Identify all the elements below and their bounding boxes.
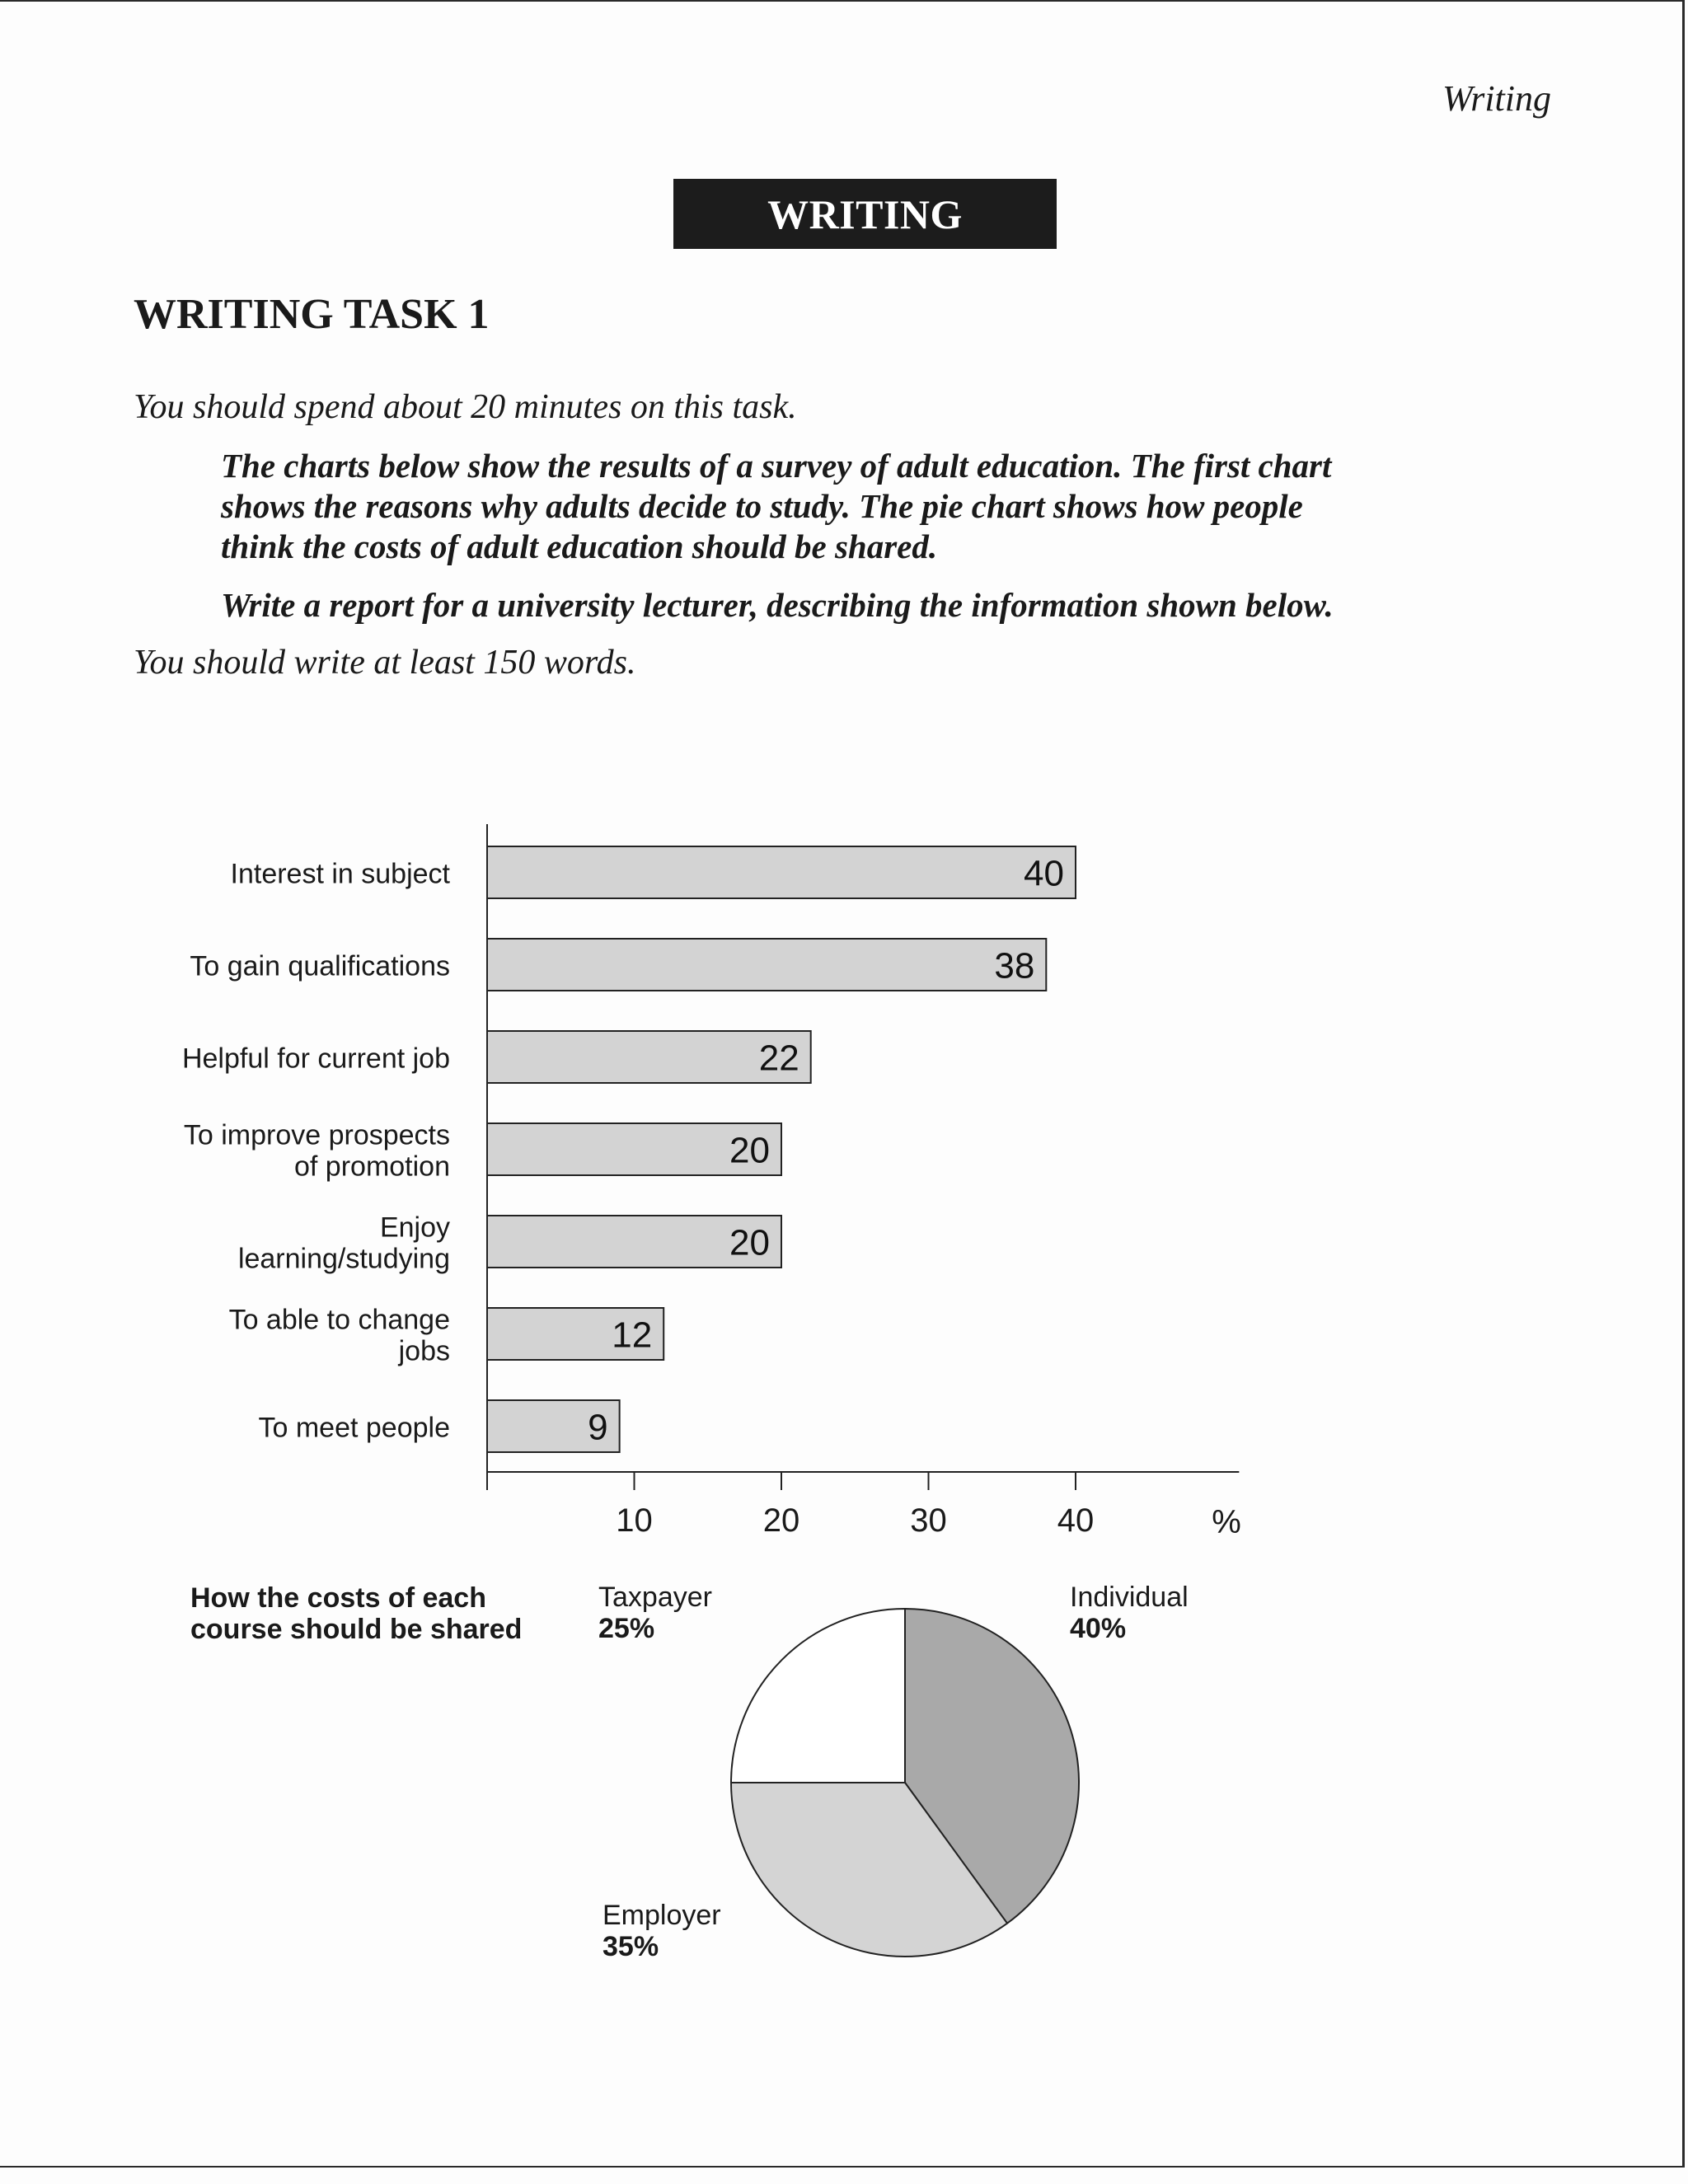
task-title: WRITING TASK 1	[134, 291, 490, 338]
category-label: To meet people	[258, 1412, 450, 1444]
section-title: WRITING	[673, 179, 1057, 249]
pie-slice-label: Employer	[603, 1900, 721, 1931]
category-label: To improve prospects	[183, 1119, 450, 1151]
category-label: To gain qualifications	[190, 950, 450, 982]
bar-value-label: 40	[1024, 853, 1064, 894]
time-instruction: You should spend about 20 minutes on this task.	[134, 388, 797, 426]
category-label: Helpful for current job	[181, 1043, 450, 1075]
x-tick-label: 40	[1057, 1502, 1095, 1539]
bar	[487, 939, 1046, 991]
pie-title: How the costs of each	[190, 1582, 486, 1614]
bar-value-label: 38	[994, 945, 1035, 987]
x-tick-label: 30	[910, 1502, 947, 1539]
pie-slice-value: 25%	[598, 1613, 655, 1644]
pie-slice-label: Individual	[1070, 1582, 1189, 1613]
running-head: Writing	[1442, 78, 1551, 119]
report-instruction: Write a report for a university lecturer, describing the information shown below.	[221, 586, 1334, 624]
bar-value-label: 12	[612, 1315, 653, 1356]
x-unit-label: %	[1212, 1504, 1241, 1540]
category-label: jobs	[398, 1335, 450, 1367]
bar-value-label: 22	[758, 1038, 799, 1079]
prompt-line: think the costs of adult education should be shared.	[221, 527, 938, 565]
pie-title: course should be shared	[190, 1614, 523, 1645]
pie-slice-label: Taxpayer	[598, 1582, 712, 1613]
pie-slice	[731, 1609, 905, 1783]
prompt-line: The charts below show the results of a survey of adult education. The first chart	[221, 447, 1332, 485]
category-label: Interest in subject	[230, 858, 450, 890]
pie-slice-value: 35%	[603, 1931, 659, 1962]
category-label: Enjoy	[379, 1212, 450, 1244]
bar-value-label: 9	[588, 1407, 608, 1448]
prompt-line: shows the reasons why adults decide to study. The pie chart shows how people	[221, 487, 1303, 525]
category-label: learning/studying	[237, 1243, 450, 1275]
word-instruction: You should write at least 150 words.	[134, 644, 636, 682]
x-tick-label: 20	[762, 1502, 800, 1539]
category-label: To able to change	[228, 1304, 450, 1336]
pie-slice-value: 40%	[1070, 1613, 1127, 1644]
category-label: of promotion	[294, 1151, 450, 1183]
bar-value-label: 20	[729, 1222, 770, 1263]
x-tick-label: 10	[616, 1502, 653, 1539]
bar-value-label: 20	[729, 1130, 770, 1171]
bar	[487, 846, 1076, 898]
